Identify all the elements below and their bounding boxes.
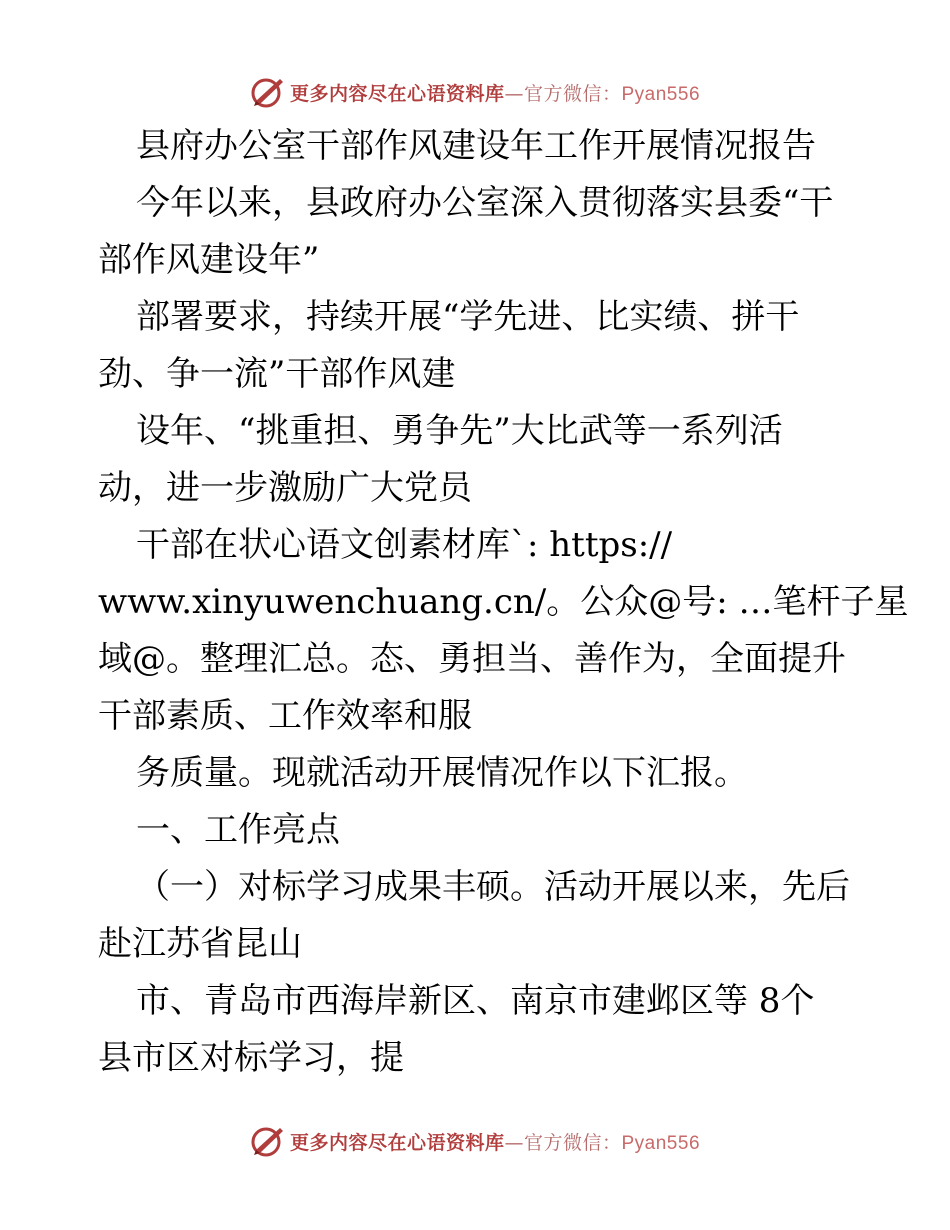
text-line: 设年、“挑重担、勇争先”大比武等一系列活 (136, 411, 783, 451)
pen-logo-icon (250, 1124, 286, 1158)
header-watermark (0, 72, 950, 112)
text-line: 部作风建设年” (98, 240, 320, 280)
text-line: 赴江苏省昆山 (98, 924, 302, 964)
text-line: （一）对标学习成果丰硕。活动开展以来，先后 (136, 867, 850, 907)
text-line: 市、青岛市西海岸新区、南京市建邺区等 8个 (136, 981, 815, 1021)
document-body (98, 118, 909, 1087)
footer-watermark (0, 1121, 950, 1161)
watermark-sub: 官方微信： (523, 1131, 622, 1154)
watermark-id: Pyan556 (621, 1132, 701, 1154)
text-line: 动，进一步激励广大党员 (98, 468, 472, 508)
pen-logo-icon (250, 75, 286, 109)
watermark-text (290, 79, 700, 106)
section-heading: 一、工作亮点 (136, 810, 340, 850)
text-line: 今年以来，县政府办公室深入贯彻落实县委“干 (136, 183, 834, 223)
text-line: 劲、争一流”干部作风建 (98, 354, 456, 394)
watermark-text (290, 1128, 700, 1155)
text-line: 干部在状心语文创素材库`: https:// (136, 525, 673, 565)
text-line: 干部素质、工作效率和服 (98, 696, 472, 736)
watermark-main: 更多内容尽在心语资料库 (289, 1131, 505, 1154)
watermark-id: Pyan556 (621, 83, 701, 105)
watermark-main: 更多内容尽在心语资料库 (289, 82, 505, 105)
text-line: www.xinyuwenchuang.cn/。公众@号: …笔杆子星 (98, 582, 909, 622)
text-line: 务质量。现就活动开展情况作以下汇报。 (136, 753, 748, 793)
watermark-dash: — (504, 82, 524, 105)
document-title: 县府办公室干部作风建设年工作开展情况报告 (136, 126, 816, 166)
watermark-sub: 官方微信： (523, 82, 622, 105)
watermark-dash: — (504, 1131, 524, 1154)
text-line: 部署要求，持续开展“学先进、比实绩、拼干 (136, 297, 800, 337)
text-line: 域@。整理汇总。态、勇担当、善作为，全面提升 (98, 639, 846, 679)
text-line: 县市区对标学习，提 (98, 1038, 404, 1078)
